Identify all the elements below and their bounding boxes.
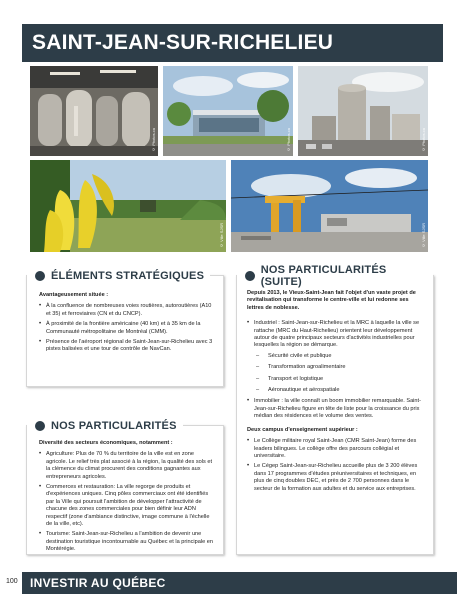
card-particular (26, 420, 224, 555)
photo-credit: © Ville SJSR (421, 223, 426, 248)
sector-item: – Transport et logistique (254, 376, 425, 383)
list-item: • Tourisme: Saint-Jean-sur-Richelieu a l'ambition de devenir une destination touristique incontournable au Québec et la principale en Montérégie. (39, 531, 213, 553)
list-item: • À la confluence de nombreuses voies routières, autoroutières (A10 et 35) et ferroviaires (CN et du CNCP). (39, 303, 213, 318)
card-title: ÉLÉMENTS STRATÉGIQUES (51, 270, 205, 282)
card-subheading: Avantageusement située : (39, 292, 109, 298)
photo-credit: © Photos.ca (151, 128, 156, 152)
photo-flowers (30, 160, 226, 252)
list-item-industrial (247, 320, 425, 394)
bullet-list (39, 303, 213, 353)
card-body (39, 292, 213, 357)
circle-bullet-icon (245, 271, 255, 281)
title-bar (22, 24, 443, 62)
campus-list (247, 438, 425, 493)
card-body (39, 440, 213, 557)
photo-port (231, 160, 428, 252)
card-header (27, 417, 183, 435)
sector-item: – Transformation agroalimentaire (254, 364, 425, 371)
industrial-text: Industriel : Saint-Jean-sur-Richelieu et la MRC à laquelle la ville se rattache (MRC du Haut-Richelieu) orientent leur développement autour de quatre principaux secteurs d'activités industrielles pour lesquelles la région se démarque. (254, 320, 420, 349)
bullet-list (39, 451, 213, 553)
card-title: NOS PARTICULARITÉS (51, 420, 177, 432)
sector-item: – Aéronautique et aérospatiale (254, 387, 425, 394)
page-title: SAINT-JEAN-SUR-RICHELIEU (32, 31, 334, 54)
card-subheading: Diversité des secteurs économiques, notamment : (39, 440, 173, 446)
list-item: • Commerces et restauration: La ville regorge de produits et d'expériences uniques. Cinq pôles commerciaux ont été identifiés par la Ville qui poursuit l'ambition de développer l'attractivité de chacune des zones commerciales pour bien définir leur ADN respectif (zone d'ambiance distinctive, image commune à l'échelle de la ville, etc). (39, 484, 213, 528)
sector-list (254, 353, 425, 395)
photo-building (163, 66, 293, 156)
photo-silos (298, 66, 428, 156)
card-header (27, 267, 210, 285)
list-item-real-estate: • Immobilier : la ville connaît un boom immobilier remarquable. Saint-Jean-sur-Richelieu figure en tête de liste pour la croissance du prix médian des résidences et le volume des ventes. (247, 398, 425, 420)
list-item: • Présence de l'aéroport régional de Saint-Jean-sur-Richelieu avec 3 pistes balisées et une tour de contrôle de NavCan. (39, 339, 213, 354)
bullet-list (247, 320, 425, 420)
card-header (237, 264, 433, 288)
circle-bullet-icon (35, 421, 45, 431)
campus-title: Deux campus d'enseignement supérieur : (247, 426, 358, 433)
list-item: • Le Collège militaire royal Saint-Jean (CMR Saint-Jean) forme des leaders bilingues. Le collège offre des parcours collégial et universitaire. (247, 438, 425, 460)
card-strategic (26, 270, 224, 387)
footer-bar (22, 572, 457, 594)
page-number: 100 (6, 578, 18, 585)
footer (0, 572, 457, 594)
intro-paragraph: Depuis 2013, le Vieux-Saint-Jean fait l'objet d'un vaste projet de revitalisation qui transforme le centre-ville et lui redonne ses lettres de noblesse. (247, 290, 416, 311)
list-item: • Le Cégep Saint-Jean-sur-Richelieu accueille plus de 3 200 élèves dans 17 programmes d'études préuniversitaires et techniques, en plus de cinq doubles DEC, et près de 2 700 personnes dans le secteur de la formation aux adultes et du service aux entreprises. (247, 463, 425, 493)
sector-item: – Sécurité civile et publique (254, 353, 425, 360)
footer-title: INVESTIR AU QUÉBEC (30, 576, 166, 590)
card-body (247, 290, 425, 496)
photo-credit: © Photos.ca (421, 128, 426, 152)
photo-credit: © Ville SJSR (219, 223, 224, 248)
photo-brewery (30, 66, 158, 156)
list-item: • Agriculture: Plus de 70 % du territoire de la ville est en zone agricole. Le relief très plat associé à la région, la qualité des sols et la clémence du climat procurent des conditions gagnantes aux entrepreneurs agricoles. (39, 451, 213, 481)
circle-bullet-icon (35, 271, 45, 281)
card-title: NOS PARTICULARITÉS (SUITE) (260, 264, 387, 288)
card-particular-cont (236, 264, 434, 555)
photo-credit: © Photos.ca (286, 128, 291, 152)
list-item: • À proximité de la frontière américaine (40 km) et à 35 km de la Communauté métropolitaine de Montréal (CMM). (39, 321, 213, 336)
